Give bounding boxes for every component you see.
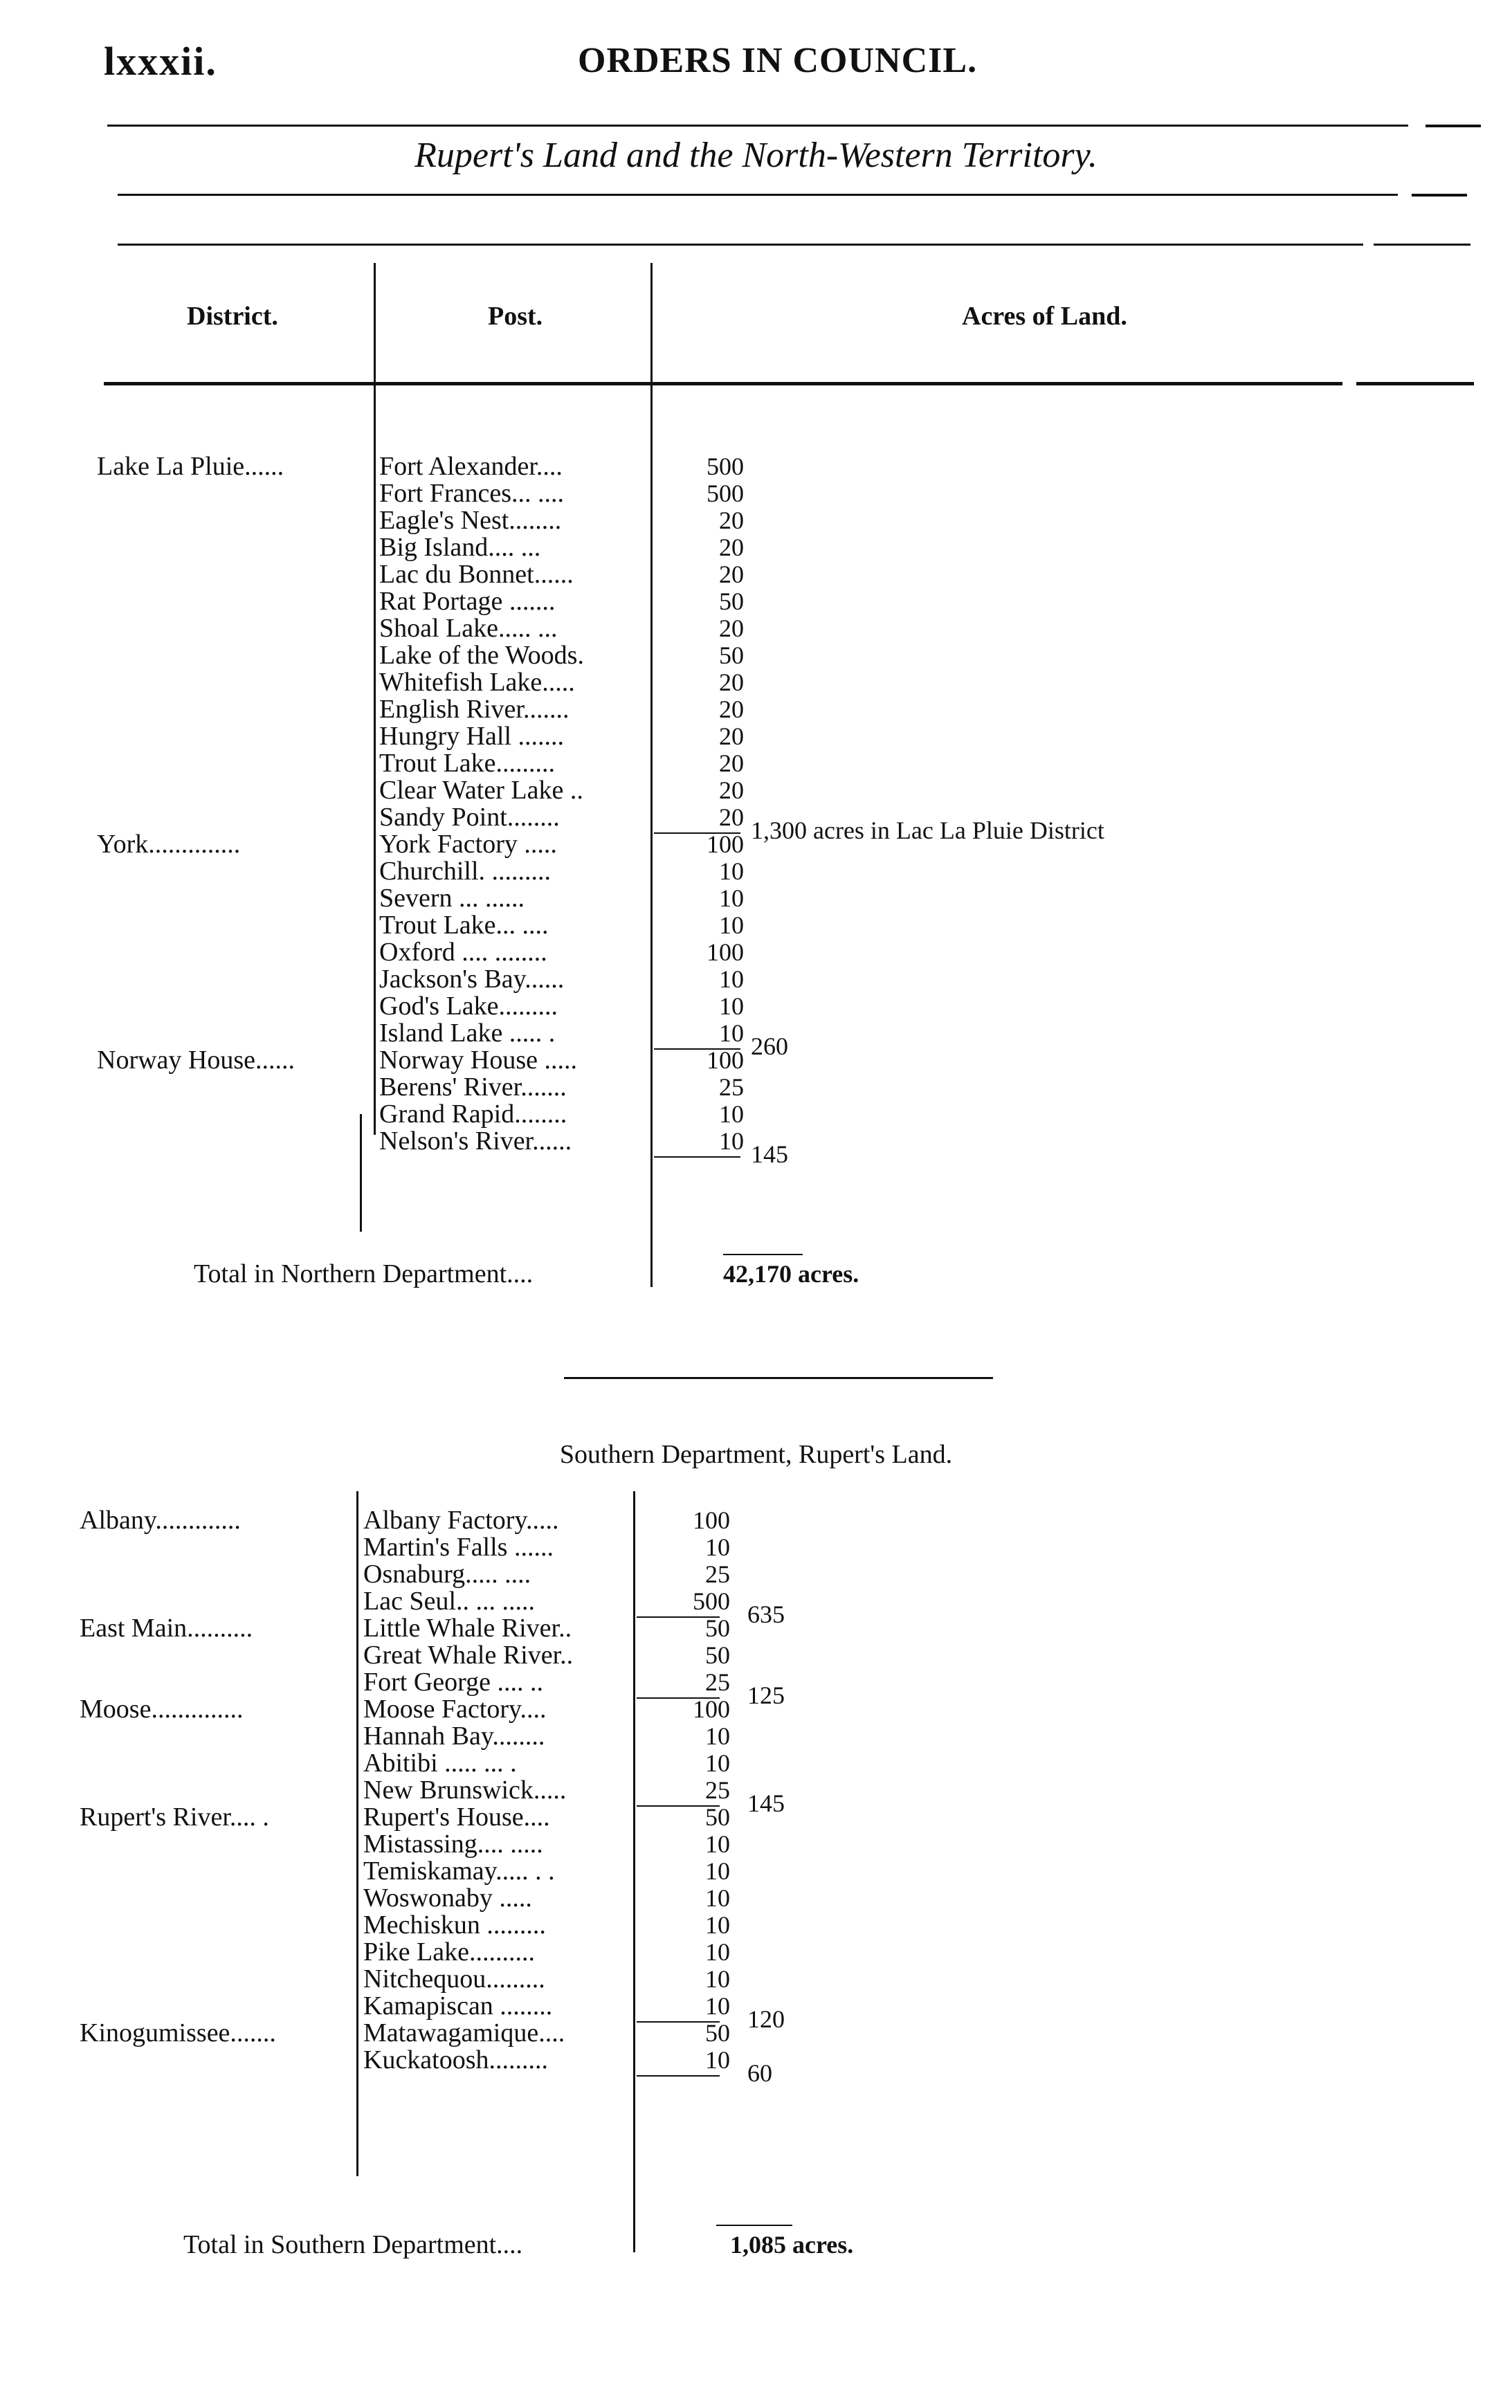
post-acres: 20 bbox=[719, 776, 744, 804]
column-divider-3 bbox=[360, 1114, 362, 1232]
post-name: Abitibi ..... ... . bbox=[363, 1749, 517, 1778]
post-acres: 10 bbox=[719, 1019, 744, 1047]
post-acres: 25 bbox=[705, 1776, 730, 1804]
post-name: Churchill. ......... bbox=[379, 857, 552, 886]
post-name: Sandy Point........ bbox=[379, 803, 560, 832]
post-acres: 100 bbox=[707, 830, 744, 858]
post-name: Hungry Hall ....... bbox=[379, 722, 565, 751]
post-acres: 20 bbox=[719, 695, 744, 723]
post-acres: 20 bbox=[719, 668, 744, 696]
post-name: Matawagamique.... bbox=[363, 2018, 565, 2047]
post-name: Nitchequou......... bbox=[363, 1964, 545, 1994]
post-acres: 10 bbox=[705, 1992, 730, 2020]
page-subtitle: Rupert's Land and the North-Western Territory. bbox=[415, 136, 1097, 175]
post-acres: 20 bbox=[719, 749, 744, 777]
rule-above-columns bbox=[118, 244, 1363, 246]
post-name: Woswonaby ..... bbox=[363, 1883, 532, 1913]
subtotal-rule bbox=[637, 2075, 720, 2077]
post-acres: 20 bbox=[719, 722, 744, 750]
post-acres: 100 bbox=[707, 938, 744, 966]
post-name: Lac Seul.. ... ..... bbox=[363, 1587, 536, 1616]
post-name: Rupert's House.... bbox=[363, 1803, 550, 1832]
post-name: Clear Water Lake .. bbox=[379, 776, 583, 805]
post-name: Temiskamay..... . . bbox=[363, 1857, 555, 1886]
post-acres: 10 bbox=[705, 2046, 730, 2074]
rule-below-columns-tick bbox=[1356, 382, 1474, 385]
post-acres: 10 bbox=[719, 1127, 744, 1155]
post-acres: 500 bbox=[693, 1587, 730, 1615]
post-acres: 10 bbox=[705, 1533, 730, 1561]
post-name: Norway House ..... bbox=[379, 1046, 578, 1075]
post-name: Berens' River....... bbox=[379, 1073, 567, 1102]
post-name: Kamapiscan ........ bbox=[363, 1991, 553, 2021]
post-acres: 10 bbox=[705, 1722, 730, 1750]
column-header-post: Post. bbox=[488, 302, 543, 331]
post-acres: 25 bbox=[705, 1560, 730, 1588]
post-name: Big Island.... ... bbox=[379, 533, 541, 562]
post-acres: 10 bbox=[705, 1830, 730, 1858]
district-name: Moose.............. bbox=[80, 1695, 244, 1724]
post-name: English River....... bbox=[379, 695, 570, 724]
post-name: Hannah Bay........ bbox=[363, 1722, 545, 1751]
post-acres: 10 bbox=[705, 1884, 730, 1912]
post-name: Martin's Falls ...... bbox=[363, 1533, 554, 1562]
post-name: Fort George .... .. bbox=[363, 1668, 543, 1697]
post-acres: 20 bbox=[719, 533, 744, 561]
post-acres: 10 bbox=[719, 884, 744, 912]
southern-total-label: Total in Southern Department.... bbox=[183, 2230, 523, 2259]
post-name: Mechiskun ......... bbox=[363, 1910, 546, 1940]
southern-column-divider-1 bbox=[356, 1491, 358, 2176]
post-name: Oxford .... ........ bbox=[379, 938, 547, 967]
southern-column-divider-2 bbox=[633, 1491, 635, 2252]
district-subtotal: 60 bbox=[747, 2059, 772, 2087]
post-name: Kuckatoosh......... bbox=[363, 2045, 549, 2074]
page-number: lxxxii. bbox=[104, 39, 217, 84]
post-name: Lac du Bonnet...... bbox=[379, 560, 574, 589]
post-acres: 20 bbox=[719, 560, 744, 588]
rule-above-columns-tick bbox=[1374, 244, 1470, 246]
northern-total-value: 42,170 acres. bbox=[723, 1260, 859, 1288]
rule-top-tick bbox=[1426, 125, 1481, 127]
post-name: Mistassing.... ..... bbox=[363, 1830, 543, 1859]
southern-department-heading: Southern Department, Rupert's Land. bbox=[559, 1440, 953, 1469]
post-acres: 50 bbox=[719, 641, 744, 669]
post-acres: 10 bbox=[705, 1965, 730, 1993]
post-name: Lake of the Woods. bbox=[379, 641, 584, 670]
post-name: New Brunswick..... bbox=[363, 1776, 567, 1805]
post-name: York Factory ..... bbox=[379, 830, 557, 859]
column-divider-2 bbox=[650, 263, 653, 1287]
post-name: Whitefish Lake..... bbox=[379, 668, 575, 697]
post-acres: 50 bbox=[705, 1641, 730, 1669]
post-acres: 20 bbox=[719, 507, 744, 534]
post-name: Nelson's River...... bbox=[379, 1127, 572, 1156]
post-acres: 50 bbox=[705, 1803, 730, 1831]
post-acres: 100 bbox=[693, 1506, 730, 1534]
post-acres: 20 bbox=[719, 803, 744, 831]
post-name: Grand Rapid........ bbox=[379, 1100, 567, 1129]
post-acres: 25 bbox=[719, 1073, 744, 1101]
post-acres: 25 bbox=[705, 1668, 730, 1696]
post-name: Little Whale River.. bbox=[363, 1614, 572, 1643]
district-name: Norway House...... bbox=[97, 1046, 295, 1075]
district-subtotal: 145 bbox=[751, 1140, 788, 1168]
district-name: Rupert's River.... . bbox=[80, 1803, 269, 1832]
post-acres: 10 bbox=[719, 857, 744, 885]
post-name: Pike Lake.......... bbox=[363, 1937, 536, 1967]
post-acres: 100 bbox=[707, 1046, 744, 1074]
post-name: Island Lake ..... . bbox=[379, 1019, 556, 1048]
column-divider-1 bbox=[374, 263, 376, 1135]
district-subtotal: 125 bbox=[747, 1681, 785, 1709]
post-acres: 10 bbox=[705, 1938, 730, 1966]
post-name: God's Lake......... bbox=[379, 992, 558, 1021]
district-name: East Main.......... bbox=[80, 1614, 253, 1643]
post-acres: 10 bbox=[719, 965, 744, 993]
column-header-district: District. bbox=[187, 302, 278, 331]
post-acres: 100 bbox=[693, 1695, 730, 1723]
post-name: Albany Factory..... bbox=[363, 1506, 559, 1535]
post-name: Jackson's Bay...... bbox=[379, 965, 565, 994]
rule-below-columns bbox=[104, 382, 1342, 385]
post-name: Severn ... ...... bbox=[379, 884, 525, 913]
post-acres: 50 bbox=[705, 1614, 730, 1642]
northern-total-rule bbox=[723, 1254, 803, 1255]
district-name: Albany............. bbox=[80, 1506, 241, 1535]
subtotal-rule bbox=[654, 1156, 740, 1158]
post-acres: 10 bbox=[705, 1911, 730, 1939]
rule-under-subtitle-tick bbox=[1412, 194, 1467, 197]
section-separator bbox=[564, 1377, 993, 1379]
rule-top bbox=[107, 125, 1408, 127]
post-name: Shoal Lake..... ... bbox=[379, 614, 558, 643]
post-name: Eagle's Nest........ bbox=[379, 506, 562, 535]
running-title: ORDERS IN COUNCIL. bbox=[578, 41, 978, 80]
column-header-acres: Acres of Land. bbox=[962, 302, 1127, 331]
post-acres: 50 bbox=[719, 587, 744, 615]
post-acres: 50 bbox=[705, 2019, 730, 2047]
post-name: Osnaburg..... .... bbox=[363, 1560, 531, 1589]
post-name: Fort Alexander.... bbox=[379, 452, 563, 481]
district-subtotal: 635 bbox=[747, 1600, 785, 1628]
district-subtotal: 145 bbox=[747, 1789, 785, 1817]
post-acres: 10 bbox=[719, 911, 744, 939]
post-acres: 10 bbox=[719, 992, 744, 1020]
southern-total-value: 1,085 acres. bbox=[730, 2231, 854, 2259]
district-subtotal: 1,300 acres in Lac La Pluie District bbox=[751, 817, 1104, 844]
northern-total-label: Total in Northern Department.... bbox=[194, 1259, 534, 1288]
district-name: Kinogumissee....... bbox=[80, 2018, 276, 2047]
post-name: Trout Lake......... bbox=[379, 749, 556, 778]
post-acres: 10 bbox=[719, 1100, 744, 1128]
post-name: Trout Lake... .... bbox=[379, 911, 549, 940]
post-acres: 10 bbox=[705, 1857, 730, 1885]
post-acres: 10 bbox=[705, 1749, 730, 1777]
post-name: Fort Frances... .... bbox=[379, 479, 565, 508]
district-name: Lake La Pluie...... bbox=[97, 452, 284, 481]
district-name: York.............. bbox=[97, 830, 241, 859]
post-acres: 20 bbox=[719, 614, 744, 642]
rule-under-subtitle bbox=[118, 194, 1398, 196]
post-name: Moose Factory.... bbox=[363, 1695, 547, 1724]
post-acres: 500 bbox=[707, 453, 744, 480]
post-acres: 500 bbox=[707, 480, 744, 507]
post-name: Great Whale River.. bbox=[363, 1641, 574, 1670]
post-name: Rat Portage ....... bbox=[379, 587, 556, 616]
district-subtotal: 120 bbox=[747, 2005, 785, 2033]
district-subtotal: 260 bbox=[751, 1032, 788, 1060]
southern-total-rule bbox=[716, 2225, 792, 2226]
